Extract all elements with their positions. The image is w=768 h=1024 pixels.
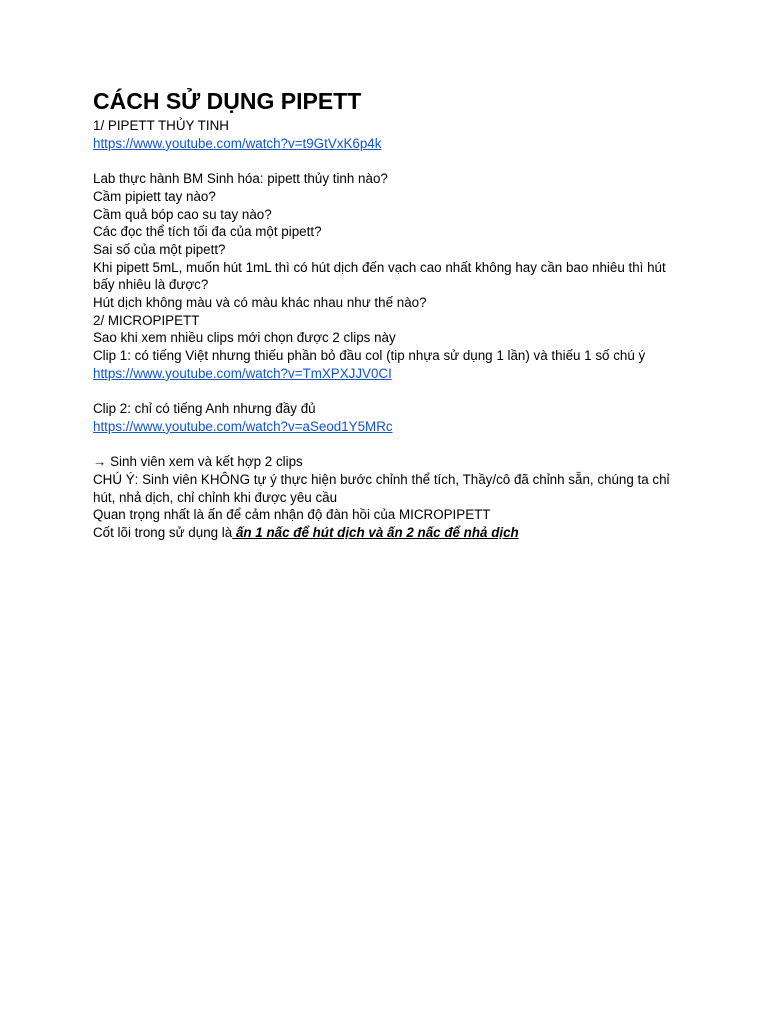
- caution-note: CHÚ Ý: Sinh viên KHÔNG tự ý thực hiện bước chỉnh thể tích, Thầy/cô đã chỉnh sẵn, chúng ta chỉ hút, nhả dịch, chỉ chỉnh khi được yêu cầu: [93, 472, 670, 505]
- important-note: Quan trọng nhất là ấn để cảm nhận độ đàn hồi của MICROPIPETT: [93, 507, 491, 523]
- link-row-2: [93, 365, 673, 383]
- link-row-1: [93, 135, 673, 153]
- question-5: Sai số của một pipett?: [93, 241, 226, 257]
- section-2-heading: 2/ MICROPIPETT: [93, 312, 200, 328]
- core-note-emphasis: ấn 1 nấc để hút dịch và ấn 2 nấc để nhả dịch: [232, 525, 519, 541]
- spacer: [93, 436, 673, 454]
- link-row-3: [93, 418, 673, 436]
- core-note-prefix: Cốt lõi trong sử dụng là: [93, 525, 233, 541]
- spacer: [93, 152, 673, 170]
- section-1-heading: 1/ PIPETT THỦY TINH: [93, 118, 229, 133]
- combine-note: → Sinh viên xem và kết hợp 2 clips: [93, 454, 303, 470]
- youtube-link-clip-1[interactable]: https://www.youtube.com/watch?v=TmXPXJJV0CI: [93, 365, 392, 381]
- core-note: [93, 524, 673, 542]
- question-6: Khi pipett 5mL, muốn hút 1mL thì có hút dịch đến vạch cao nhất không hay cần bao nhiêu thì hút bấy nhiêu là được?: [93, 259, 666, 293]
- question-3: Cầm quả bóp cao su tay nào?: [93, 206, 272, 222]
- clip-1-description: Clip 1: có tiếng Việt nhưng thiếu phần bỏ đầu col (tip nhựa sử dụng 1 lần) và thiếu 1 số chú ý: [93, 348, 646, 364]
- youtube-link-glass-pipett[interactable]: https://www.youtube.com/watch?v=t9GtVxK6p4k: [93, 135, 382, 151]
- question-1: Lab thực hành BM Sinh hóa: pipett thủy tinh nào?: [93, 171, 388, 187]
- spacer: [93, 383, 673, 401]
- clips-intro: Sao khi xem nhiều clips mới chọn được 2 clips này: [93, 330, 396, 346]
- clip-2-description: Clip 2: chỉ có tiếng Anh nhưng đầy đủ: [93, 401, 316, 417]
- question-2: Cầm pipiett tay nào?: [93, 188, 216, 204]
- document-body: [93, 86, 673, 542]
- document-title: CÁCH SỬ DỤNG PIPETT: [93, 88, 362, 114]
- question-7: Hút dịch không màu và có màu khác nhau như thế nào?: [93, 295, 427, 311]
- youtube-link-clip-2[interactable]: https://www.youtube.com/watch?v=aSeod1Y5MRc: [93, 418, 393, 434]
- question-4: Các đọc thể tích tối đa của một pipett?: [93, 224, 322, 240]
